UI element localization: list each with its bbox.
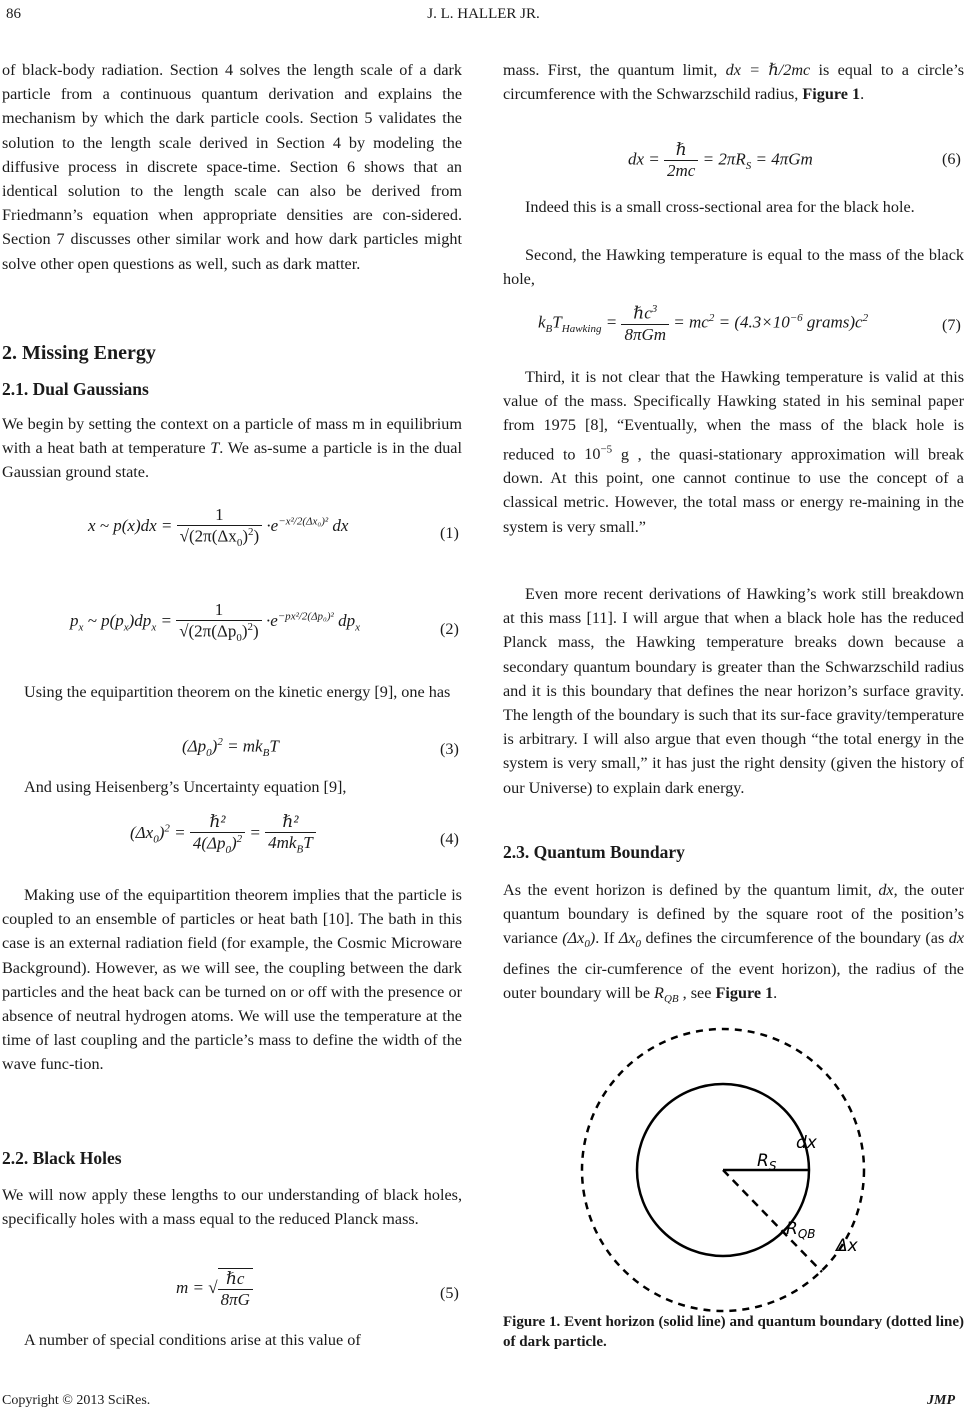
equipartition-paragraph: Using the equipartition theorem on the kinetic energy [9], one has — [24, 683, 451, 701]
making-use-paragraph: Making use of the equipartition theorem implies that the particle is coupled to an ensemble of particles or heat bath [10]. The bath in this case is an external radiation field (for example, the Cosmic Microware Background). However, as we will see, the coupling between the dark particles and the heat back can be turned on or off with the presence or absence of neutral hydrogen atoms. We will use the temperature at the time of last coupling and the particle’s mass to define the width of the wave func-tion. — [2, 886, 462, 1074]
label-delta-x: Δx — [836, 1236, 858, 1256]
equation-4: $(\Delta x_0)^2$ = $\frac{\text{ℏ²}}{4(\Delta p_0)^2}$ = $\frac{\text{ℏ²}}{4mk_BT}$ — [130, 812, 316, 856]
figure-caption: Figure 1. Event horizon (solid line) and quantum boundary (dotted line) of dark particle. — [503, 1314, 964, 1350]
equation-7: $k_BT_{Hawking}$ = $\frac{\hbar c^3}{\text{8πGm}}$ = $mc^2 = (4.3\times 10^{-6}$ $grams)c^2$ — [538, 303, 869, 344]
journal-name: JMP — [927, 1393, 955, 1408]
dual-gaussian-paragraph: We begin by setting the context on a particle of mass m in equilibrium with a heat bath at temperature T. We as-sume a particle is in the dual Gaussian ground state. — [2, 415, 462, 482]
running-title: J. L. HALLER JR. — [427, 6, 540, 22]
subsection-title: 2.3. Quantum Boundary — [503, 842, 685, 862]
copyright: Copyright © 2013 SciRes. — [2, 1393, 151, 1408]
equation-3: $(\Delta p_0)^2 = mk_BT$ — [182, 736, 279, 760]
equation-6: dx = $\frac{\text{ℏ}}{2mc}$ = $2\pi R_S = 4\pi Gm$ — [628, 140, 813, 180]
equation-5: m = √ $\frac{\text{ℏc}}{8\pi G}$ — [176, 1268, 253, 1310]
subsection-title: 2.1. Dual Gaussians — [2, 379, 149, 399]
equation-number: (6) — [942, 150, 961, 168]
equation-number: (5) — [440, 1284, 459, 1302]
quantum-boundary-paragraph: As the event horizon is defined by the quantum limit, dx, the outer quantum boundary is defined by the square root of the position’s variance $(\Delta x_0)$. If $\Delta x_0$ defines the circumference of the boundary (as dx defines the cir-cumference of the event horizon), the radius of the outer boundary will be $R_{QB}$ , see Figure 1. — [503, 881, 964, 1006]
label-rqb: $R_{QB}$ — [786, 1219, 816, 1241]
heisenberg-paragraph: And using Heisenberg’s Uncertainty equation [9], — [24, 778, 347, 796]
equation-1: x ~ p(x)dx = $\frac{1}{√(2\pi(\Delta x_0)^2)}$ $\cdot e^{-x^2/2(\Delta x_0)^2}$ dx — [88, 505, 349, 550]
cross-section-paragraph: Indeed this is a small cross-sectional area for the black hole. — [525, 198, 915, 216]
subsection-title: 2.2. Black Holes — [2, 1148, 122, 1168]
figure-1 — [560, 1020, 880, 1320]
section-title: 2. Missing Energy — [2, 342, 156, 364]
equation-number: (7) — [942, 316, 961, 334]
quantum-limit-paragraph: mass. First, the quantum limit, dx = ℏ/2mc is equal to a circle’s circumference with the Schwarzschild radius, Figure 1. — [503, 61, 964, 104]
equation-number: (3) — [440, 740, 459, 758]
label-rs: $R_S$ — [757, 1151, 777, 1173]
label-dx: dx — [796, 1133, 817, 1153]
third-paragraph: Third, it is not clear that the Hawking temperature is valid at this value of the mass. Specifically Hawking stated in his seminal paper from 1975 [8], “Eventually, when the mass of the black hole is reduced to $10^{-5}$ g , the quasi-stationary approximation will break down. At this point, one cannot continue to use the concept of a classical metric. However, the total mass or energy re-maining in the system is very small.” — [503, 368, 964, 536]
equation-number: (4) — [440, 830, 459, 848]
intro-paragraph: of black-body radiation. Section 4 solves the length scale of a dark particle from a continuous quantum derivation and explains the mechanism by which the dark particle cools. Section 5 validates the solution to the length scale derived in Section 4 by modeling the diffusive process in discrete space-time. Section 6 shows that an identical solution to the length scale can also be derived from Friedmann’s equation when appropriate densities are con-sidered. Section 7 discusses other similar work and how dark particles might solve other open questions as well, such as dark matter. — [2, 61, 462, 273]
page-number: 86 — [6, 6, 21, 22]
black-holes-paragraph: We will now apply these lengths to our understanding of black holes, specifically holes with a mass equal to the reduced Planck mass. — [2, 1186, 462, 1229]
equation-number: (1) — [440, 524, 459, 542]
derivations-paragraph: Even more recent derivations of Hawking’s work still breakdown at this mass [11]. I will argue that when a black hole has the reduced Planck mass, the Hawking temperature breaks down because a secondary quantum boundary is greater than the Schwarzschild radius and it is this boundary that defines the near horizon’s surface gravity. The length of the boundary is such that its sur-face gravity/temperature is arbitrary. I will also argue that even though “the total energy in the system is very small,” it has just the right density (given the history of our Universe) to explain dark energy. — [503, 585, 964, 797]
hawking-temperature-paragraph: Second, the Hawking temperature is equal to the mass of the black hole, — [503, 246, 964, 289]
equation-number: (2) — [440, 620, 459, 638]
equation-2: $p_x$ ~ $p(p_x)dp_x$ = $\frac{1}{√(2\pi(\Delta p_0)^2)}$ $\cdot e^{-px^2/2(\Delta p_0)^2}$ $dp_x$ — [70, 600, 360, 645]
special-conditions-paragraph: A number of special conditions arise at this value of — [24, 1331, 361, 1349]
left-column — [2, 58, 462, 276]
